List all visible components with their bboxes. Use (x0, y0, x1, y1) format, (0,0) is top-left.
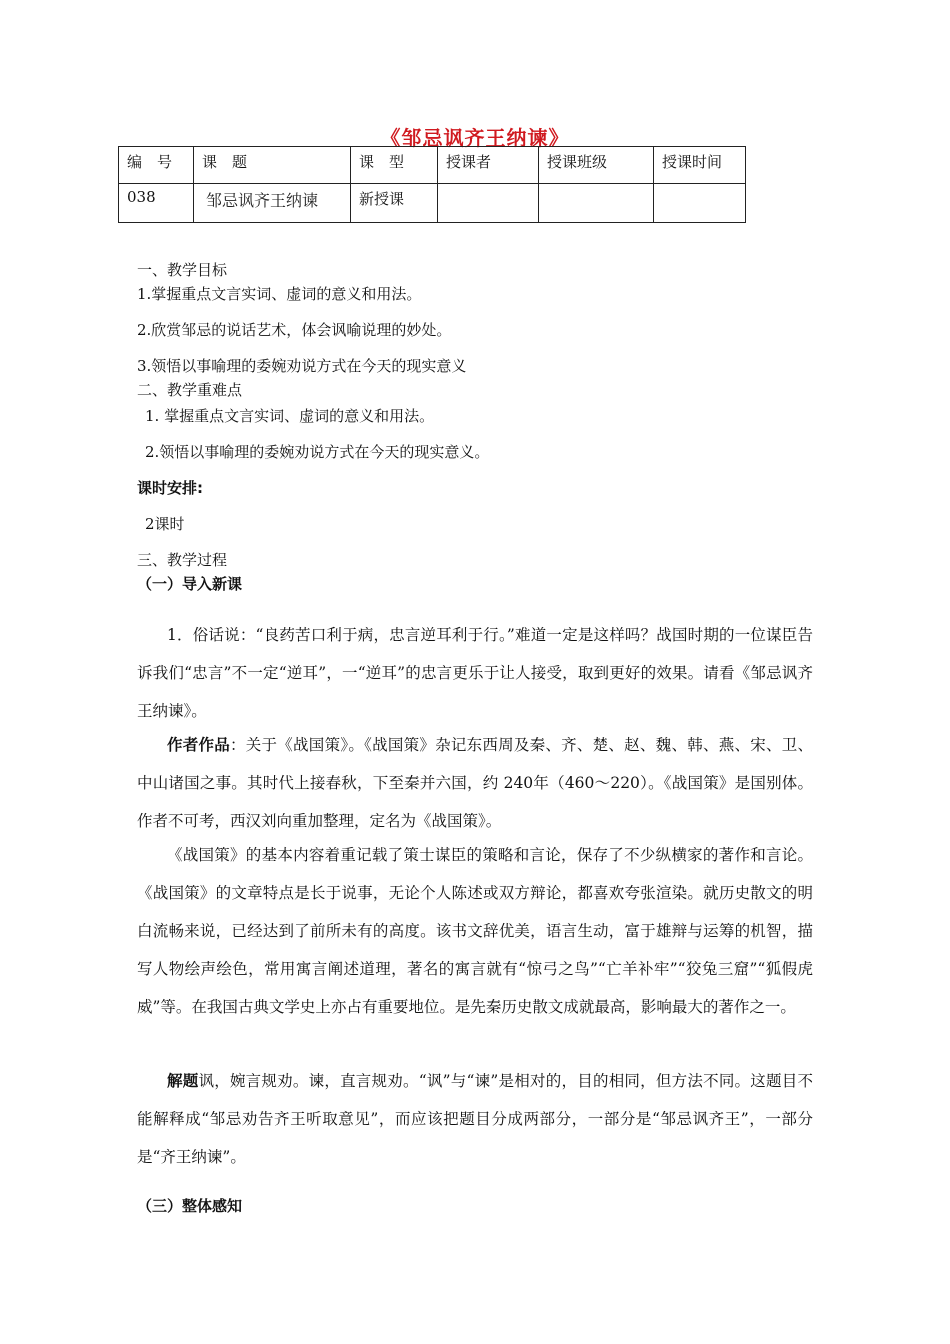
table-header-cell: 课 题 (194, 147, 351, 184)
table-row (119, 184, 746, 223)
table-cell-time (654, 184, 746, 223)
table-cell-type: 新授课 (351, 184, 438, 223)
table-header-cell: 授课时间 (654, 147, 746, 184)
table-cell-teacher (438, 184, 539, 223)
goal-item: 1.掌握重点文言实词、虚词的意义和用法。 (137, 285, 422, 303)
table-header-cell: 授课班级 (539, 147, 654, 184)
author-text: ：关于《战国策》。《战国策》杂记东西周及秦、齐、楚、赵、魏、韩、燕、宋、卫、中山诸国之事。其时代上接春秋，下至秦并六国，约 240年（460～220）。《战国策》是国别体。作者不可考，西汉刘向重加整理，定名为《战国策》。 (137, 736, 813, 830)
title-explanation-label: 解题 (167, 1072, 199, 1090)
table-cell-topic: 邹忌讽齐王纳谏 (194, 184, 351, 223)
goal-item: 2.欣赏邹忌的说话艺术，体会讽喻说理的妙处。 (137, 321, 452, 339)
keypoint-item: 2.领悟以事喻理的委婉劝说方式在今天的现实意义。 (145, 443, 490, 461)
lesson-info-table (118, 146, 746, 223)
author-paragraph (137, 726, 813, 840)
table-header-cell: 编 号 (119, 147, 194, 184)
author-label: 作者作品 (167, 736, 231, 754)
section-heading-process: 三、教学过程 (137, 551, 228, 569)
section-heading-keypoints: 二、教学重难点 (137, 381, 243, 399)
table-cell-number: 038 (119, 184, 194, 223)
schedule-label: 课时安排: (137, 479, 203, 497)
intro-paragraph: 1．俗话说：“良药苦口利于病，忠言逆耳利于行。”难道一定是这样吗？战国时期的一位谋臣告诉我们“忠言”不一定“逆耳”，一“逆耳”的忠言更乐于让人接受，取到更好的效果。请看《邹忌讽齐王纳谏》。 (137, 626, 813, 720)
table-header-row (119, 147, 746, 184)
subsection-intro-heading: （一）导入新课 (137, 575, 243, 593)
subsection-overview-heading: （三）整体感知 (137, 1197, 243, 1215)
title-explanation-paragraph (137, 1062, 813, 1176)
table-header-cell: 课 型 (351, 147, 438, 184)
title-explanation-text: 讽，婉言规劝。谏，直言规劝。“讽”与“谏”是相对的，目的相同，但方法不同。这题目不能解释成“邹忌劝告齐王听取意见”，而应该把题目分成两部分，一部分是“邹忌讽齐王”，一部分是“齐王纳谏”。 (137, 1072, 813, 1166)
content-paragraph: 《战国策》的基本内容着重记载了策士谋臣的策略和言论，保存了不少纵横家的著作和言论。《战国策》的文章特点是长于说事，无论个人陈述或双方辩论，都喜欢夸张渲染。就历史散文的明白流畅来说，已经达到了前所未有的高度。该书文辞优美，语言生动，富于雄辩与运筹的机智，描写人物绘声绘色，常用寓言阐述道理，著名的寓言就有“惊弓之鸟”“亡羊补牢”“狡兔三窟”“狐假虎威”等。在我国古典文学史上亦占有重要地位。是先秦历史散文成就最高，影响最大的著作之一。 (137, 846, 813, 1016)
table-header-cell: 授课者 (438, 147, 539, 184)
goal-item: 3.领悟以事喻理的委婉劝说方式在今天的现实意义 (137, 357, 467, 375)
keypoint-item: 1. 掌握重点文言实词、虚词的意义和用法。 (145, 407, 435, 425)
schedule-value: 2课时 (145, 515, 185, 533)
document-title: 《邹忌讽齐王纳谏》 (380, 126, 570, 150)
section-heading-goals: 一、教学目标 (137, 261, 228, 279)
table-cell-class (539, 184, 654, 223)
